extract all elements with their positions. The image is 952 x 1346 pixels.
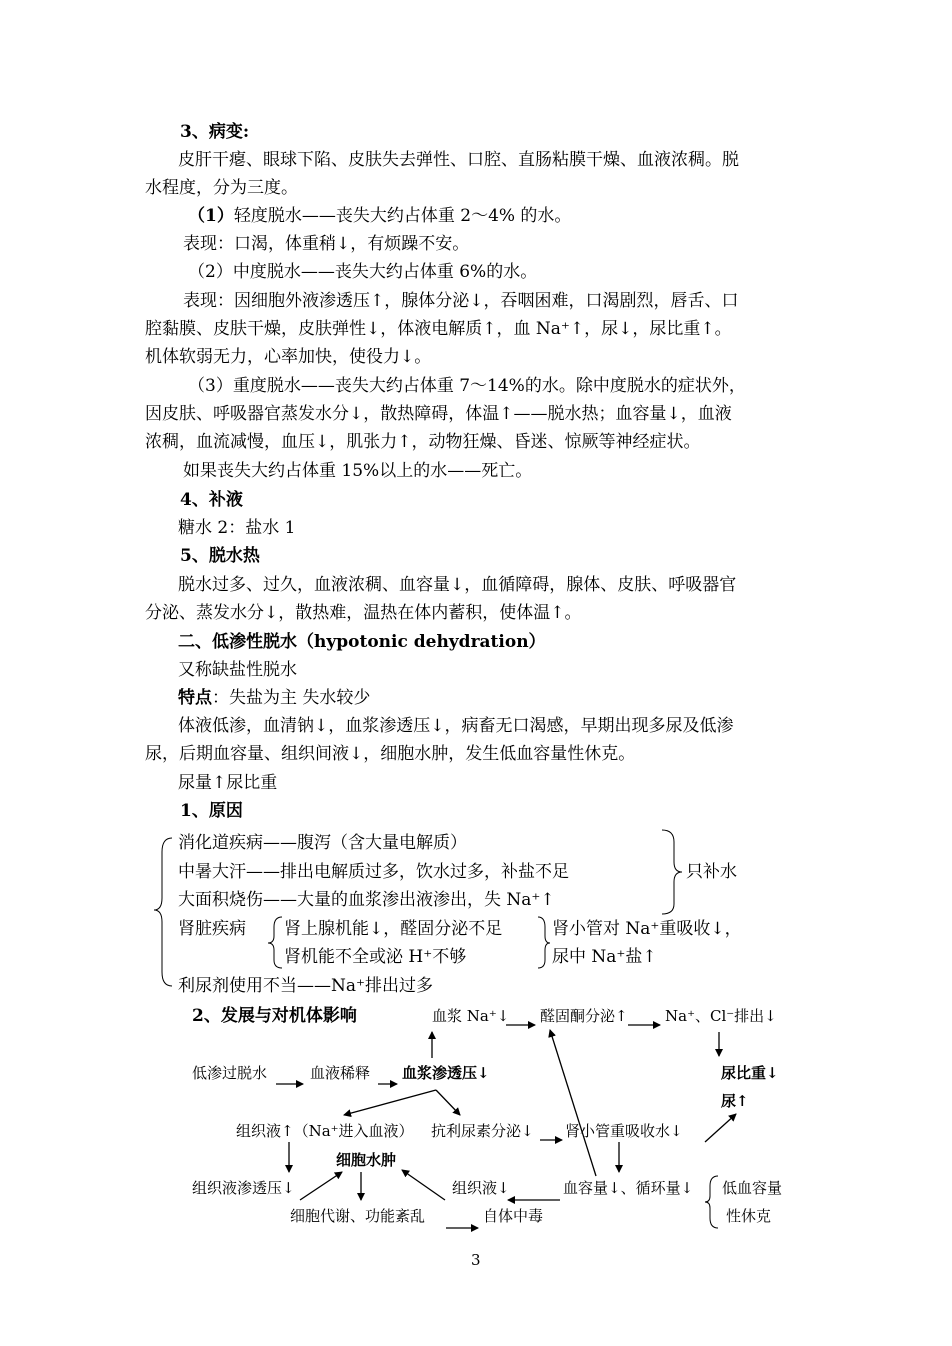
arrow-tissue-down-to-edema: [402, 1170, 445, 1200]
water-only-note: 只补水: [686, 862, 737, 882]
moderate-symptoms-line1: 表现：因细胞外液渗透压↑，腺体分泌↓，吞咽困难，口渴剧烈，唇舌、口: [183, 291, 739, 311]
node-aldosterone: 醛固酮分泌↑: [540, 1007, 628, 1025]
fever-paragraph-line2: 分泌、蒸发水分↓，散热难，温热在体内蓄积，使体温↑。: [145, 603, 582, 623]
node-blood-volume: 血容量↓、循环量↓: [563, 1179, 694, 1197]
lesion-paragraph-line2: 水程度，分为三度。: [145, 178, 298, 198]
shock-brace: [705, 1176, 718, 1228]
node-shock-line1: 低血容量: [722, 1179, 783, 1197]
node-blood-dilution: 血液稀释: [310, 1064, 371, 1082]
fever-paragraph-line1: 脱水过多、过久，血液浓稠、血容量↓，血循障碍，腺体、皮肤、呼吸器官: [178, 575, 737, 595]
hypotonic-heading: 二、低渗性脱水（hypotonic dehydration）: [178, 632, 546, 652]
node-tissue-fluid-down: 组织液↓: [452, 1179, 510, 1197]
moderate-symptoms-line2: 腔黏膜、皮肤干燥，皮肤弹性↓，体液电解质↑，血 Na⁺↑，尿↓，尿比重↑。: [145, 319, 732, 339]
node-shock-line2: 性休克: [726, 1207, 772, 1225]
cause-heatstroke: 中暑大汗——排出电解质过多，饮水过多，补盐不足: [178, 862, 569, 882]
page-number: 3: [471, 1251, 481, 1269]
moderate-symptoms-line3: 机体软弱无力，心率加快，使役力↓。: [145, 347, 432, 367]
node-hypotonic-dehydration: 低渗过脱水: [192, 1064, 268, 1082]
section5-heading: 5、脱水热: [180, 546, 260, 566]
node-plasma-na: 血浆 Na⁺↓: [432, 1007, 510, 1025]
urine-note: 尿量↑尿比重: [178, 773, 278, 793]
node-tubule-reabsorption: 肾小管重吸收水↓: [565, 1122, 683, 1140]
arrow-osmolality-to-tissue-up: [344, 1090, 436, 1115]
arrow-blood-volume-to-aldosterone: [550, 1030, 596, 1176]
alias-text: 又称缺盐性脱水: [178, 660, 297, 680]
section4-heading: 4、补液: [180, 490, 243, 510]
kidney-right-brace: [538, 917, 550, 968]
node-tissue-osmolality: 组织液渗透压↓: [192, 1179, 295, 1197]
arrow-tissue-osm-to-edema: [300, 1172, 342, 1200]
mild-symptoms: 表现：口渴，体重稍↓，有烦躁不安。: [183, 234, 470, 254]
node-urine-up: 尿↑: [721, 1092, 749, 1110]
cause-kidney: 肾脏疾病: [178, 919, 246, 939]
node-cell-edema: 细胞水肿: [336, 1151, 397, 1169]
urine-sodium: 尿中 Na⁺盐↑: [552, 947, 657, 967]
death-threshold: 如果丧失大约占体重 15%以上的水——死亡。: [183, 461, 533, 481]
arrow-osmolality-to-adh: [436, 1090, 460, 1115]
node-adh: 抗利尿素分泌↓: [431, 1122, 534, 1140]
cause-adrenal: 肾上腺机能↓，醛固分泌不足: [284, 919, 503, 939]
severe-dehydration-line1: （3）重度脱水——丧失大约占体重 7～14%的水。除中度脱水的症状外，: [188, 376, 746, 396]
moderate-dehydration: （2）中度脱水——丧失大约占体重 6%的水。: [188, 262, 538, 282]
cause-renal-failure: 肾机能不全或泌 H⁺不够: [284, 947, 467, 967]
features-text: ：失盐为主 失水较少: [212, 688, 371, 708]
arrow-tubule-to-urine: [705, 1114, 736, 1142]
effects-heading: 2、发展与对机体影响: [192, 1006, 357, 1026]
severe-dehydration-line3: 浓稠，血流减慢，血压↓，肌张力↑，动物狂燥、昏迷、惊厥等神经症状。: [145, 432, 701, 452]
cause-diuretic: 利尿剂使用不当——Na⁺排出过多: [178, 976, 433, 996]
cause-digestive: 消化道疾病——腹泻（含大量电解质）: [178, 833, 467, 853]
node-cell-metabolism: 细胞代谢、功能紊乱: [290, 1207, 426, 1225]
node-urine-sg: 尿比重↓: [721, 1064, 779, 1082]
water-only-brace: [662, 830, 682, 914]
kidney-left-brace: [268, 917, 282, 968]
severe-dehydration-line2: 因皮肤、呼吸器官蒸发水分↓，散热障碍，体温↑——脱水热；血容量↓，血液: [145, 404, 732, 424]
mild-number: （1）: [188, 206, 234, 226]
fluid-ratio: 糖水 2：盐水 1: [178, 518, 296, 538]
node-plasma-osmolality: 血浆渗透压↓: [402, 1064, 490, 1082]
features-label: 特点: [178, 688, 212, 708]
hypotonic-body-line1: 体液低渗，血清钠↓，血浆渗透压↓，病畜无口渴感，早期出现多尿及低渗: [178, 716, 734, 736]
cause-burn: 大面积烧伤——大量的血浆渗出液渗出，失 Na⁺↑: [178, 890, 555, 910]
section3-heading: 3、病变:: [180, 122, 250, 142]
causes-left-brace: [154, 838, 172, 986]
mild-text: 轻度脱水——丧失大约占体重 2～4% 的水。: [233, 206, 572, 226]
mild-dehydration: [188, 206, 571, 226]
causes-heading: 1、原因: [180, 801, 243, 821]
tubule-reabsorption: 肾小管对 Na⁺重吸收↓，: [552, 919, 742, 939]
node-na-cl: Na⁺、Cl⁻排出↓: [665, 1007, 777, 1025]
node-autointoxication: 自体中毒: [483, 1207, 544, 1225]
lesion-paragraph-line1: 皮肝干瘪、眼球下陷、皮肤失去弹性、口腔、直肠粘膜干燥、血液浓稠。脱: [178, 150, 739, 170]
node-tissue-fluid-up: 组织液↑（Na⁺进入血液）: [236, 1122, 414, 1140]
hypotonic-body-line2: 尿，后期血容量、组织间液↓，细胞水肿，发生低血容量性休克。: [145, 744, 636, 764]
features: [178, 688, 370, 708]
